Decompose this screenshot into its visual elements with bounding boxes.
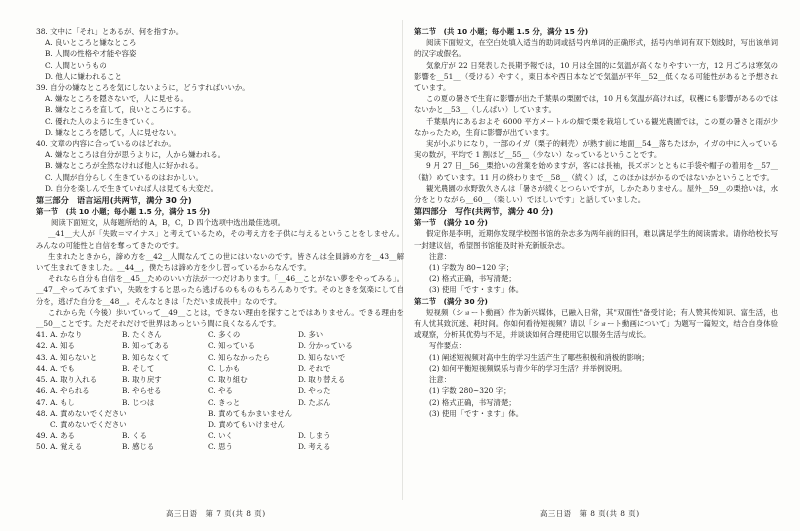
option: C. 知っている (208, 341, 256, 351)
option: D. 知らないで (298, 352, 346, 362)
writing-section2-heading: 第二节 (满分 30 分) (414, 296, 488, 306)
option: C. きっと (208, 397, 241, 407)
section1-instruction: 阅读下面短文，从每题所给的 A，B，C，D 四个选项中选出最佳选项。 (51, 218, 285, 228)
writing-task2-note: (2) 格式正确，书写清楚； (429, 397, 516, 407)
cloze-paragraph-3: それなら自分も自信を__45__ためのいい方法が一つだけあります。「__46__ことがない夢をやってみる」。__47__やってみてまずい，失敗をすると思ったら逃げるのもものもちろんありです。そのときを気楽にして自分を，逃げた自分を__48__。そんなときは「ただいま成長中」なのです。 (36, 274, 404, 306)
option: 47. A. もし (36, 397, 75, 407)
options-q50 (36, 441, 404, 452)
fill-paragraph-4: 実が小ぶりになり，一部のイガ（栗子的刺壳）が熟す前に地面__54__落ちたほか，イガの中に入っている実の数が，平均で 1 割ほど__55__（少ない）なっているということです。 (414, 139, 778, 160)
writing-task1-note-label: 注意： (429, 251, 452, 261)
q39-stem: 39. 自分の嫌なところを気にしないように，どうすればいいか。 (36, 83, 250, 93)
option: 41. A. かなり (36, 330, 83, 340)
option: C. 責めないでください (50, 419, 127, 429)
q38-option-c: C. 人間というもの (45, 60, 107, 70)
left-page-footer: 高三日语 第 7 页(共 8 页) (166, 509, 266, 518)
option: B. やらせる (122, 386, 162, 396)
option: B. たくさん (122, 330, 162, 340)
options-q43 (36, 352, 404, 363)
options-q48-cont (36, 419, 404, 430)
fill-paragraph-3: 千葉県内にあるおよそ 6000 平方メートルの畑で栗を栽培している観光農園では，この夏の暑さと雨が少なかったため，生育に影響が出ています。 (414, 116, 778, 137)
q40-option-d: D. 自分を楽しんで生きていれば人は見ても大変だ。 (45, 183, 218, 193)
q39-option-d: D. 嫌なところを隠して，人に見せない。 (45, 127, 181, 137)
options-q46 (36, 385, 404, 396)
writing-task2-prompt: 短视频（ショート動画）作为新兴媒体，已融入日常，其"双面性"备受讨论；有人赞其传知识、富生活，也有人忧其致沉迷、耗时间。你如何看待短视频？请以「ショート動画について」为题写一篇短文，结合自身体验或观察，分析其优势与不足，并谈谈如何合理使用它以服务生活与成长。 (414, 307, 778, 340)
options-q49 (36, 430, 404, 441)
cloze-paragraph-1: __41__大人が「失敗＝マイナス」と考えているため，その考え方を子供に与えるということをしません。みんなの可能性と自信を奪ってきたのです。 (36, 229, 404, 250)
writing-task2-note: (3) 使用「です・ます」体。 (429, 408, 524, 418)
option: C. 知らなかったら (208, 352, 270, 362)
fill-paragraph-2: この夏の暑さで生育に影響が出た千葉県の栗園では，10 月も気温が高ければ，収穫にも影響があるのではないかと__53__（しんぱい）しています。 (414, 94, 778, 115)
option: C. 多くの (208, 330, 241, 340)
option: 48. A. 責めないでください (36, 408, 127, 418)
writing-task2-point: (2) 如何平衡短视频娱乐与青少年的学习生活？并举例说明。 (429, 363, 627, 373)
option: D. 分かっている (298, 341, 353, 351)
writing-task2-note-label: 注意： (429, 375, 452, 385)
writing-task1-prompt: 假定你是李明，近期你发现学校图书馆的杂志多为两年前的旧刊，难以满足学生的阅读需求。请你给校长写一封建议信，希望图书馆能及时补充新版杂志。 (414, 229, 778, 250)
left-page (36, 26, 404, 453)
option: C. 思う (208, 442, 233, 452)
option: D. 多い (298, 330, 324, 340)
option: 45. A. 取り入れる (36, 375, 98, 385)
right-page (414, 26, 778, 419)
q40-option-a: A. 嫌なところは自分が思うよりに，人から嫌われる。 (45, 150, 226, 160)
option: C. しかも (208, 363, 241, 373)
q40-stem: 40. 文章の内容に合っているのはどれか。 (36, 139, 176, 149)
q40-option-c: C. 人間が自分らしく生きているのはおかしい。 (45, 172, 203, 182)
option: 42. A. 知る (36, 341, 75, 351)
section2-instruction: 阅读下面短文，在空白处填入适当的助词或括号内单词的正确形式，括号内单词有双下划线时，写出该单词的汉字或假名。 (414, 38, 778, 59)
option: C. いく (208, 431, 233, 441)
part4-heading: 第四部分 写作(共两节，满分 40 分) (414, 206, 554, 217)
cloze-paragraph-2: 生まれたときから，諦め方を__42__人間なんてこの世にはいないのです。皆さんは全員諦め方を__43__解いて生まれてきました。__44__，僕たちは諦め方を少し習っているからなんです。 (36, 251, 404, 273)
q38-stem: 38. 文中に「それ」とあるが、何を指すか。 (36, 27, 184, 36)
part3-section1-heading: 第一节 (共 10 小题；每小题 1.5 分，满分 15 分) (36, 207, 211, 217)
options-q44 (36, 363, 404, 374)
option: B. そして (122, 363, 155, 373)
option: B. 知ってある (122, 341, 170, 351)
q38-option-a: A. 良いところと嫌なところ (45, 38, 137, 48)
options-q42 (36, 340, 404, 351)
option: B. 感じる (122, 442, 155, 452)
option: D. 取り替える (298, 375, 346, 385)
option: 49. A. ある (36, 431, 75, 441)
option: 44. A. でも (36, 363, 75, 373)
options-q45 (36, 374, 404, 385)
options-q48 (36, 408, 404, 419)
fill-paragraph-5: 9 月 27 日__56__栗拾いの営業を始めますが，客には長袖，長ズボンとともに手袋や帽子の着用を__57__（勧）めています。11 月の終わりまで__58__（続く）ば，このほかはがかるのではないかということです。 (414, 161, 778, 182)
option: B. 責めてもかまいません (208, 408, 293, 418)
fill-paragraph-6: 観光農園の水野敦久さんは「暑さが続くとつらいですが，しかたありません。屋外__59__の栗拾いは，水分をとりながら__60__（楽しい）でほしいです」と話していました。 (414, 183, 778, 205)
fill-paragraph-1: 気象庁が 22 日発表した長期予報では，10 月は全国的に気温が高くなりやすい一方，12 月ごろは寒気の影響を__51__（受ける）やすく，東日本や西日本などで気温が平年__52__低くなる可能性があると予想されています。 (414, 60, 778, 93)
option: D. たぶん (298, 397, 331, 407)
option: C. 取り組む (208, 375, 248, 385)
q40-option-b: B. 嫌なところが全然なければ他人に好かれる。 (45, 161, 203, 171)
right-page-footer: 高三日语 第 8 页(共 8 页) (540, 509, 640, 518)
option: 43. A. 知らないと (36, 352, 98, 362)
option: 50. A. 覚える (36, 442, 83, 452)
part3-heading: 第三部分 语言运用(共两节，满分 30 分) (36, 195, 192, 206)
writing-task1-note: (1) 字数为 80~120 字； (429, 263, 514, 273)
options-q47 (36, 397, 404, 408)
q39-option-b: B. 嫌なところを直して，良いところにする。 (45, 105, 196, 115)
option: D. やった (298, 386, 331, 396)
option: D. 責めてもいけません (208, 419, 285, 429)
q38-option-d: D. 他人に嫌われること (45, 71, 122, 81)
option: B. 知らなくて (122, 352, 170, 362)
option: D. それで (298, 363, 331, 373)
q39-option-c: C. 優れた人のように生きていく。 (45, 116, 159, 126)
option: C. やる (208, 386, 233, 396)
options-q41 (36, 329, 404, 340)
writing-section1-heading: 第一节 (满分 10 分) (414, 218, 488, 228)
option: 46. A. やられる (36, 386, 90, 396)
option: B. じつは (122, 397, 155, 407)
q38-option-b: B. 人間の性格や才能や容姿 (45, 49, 137, 59)
writing-task2-point: (1) 阐述短视频对高中生的学习生活产生了哪些积极和消极的影响； (429, 352, 649, 362)
option: B. 取り戻す (122, 375, 162, 385)
q39-option-a: A. 嫌なところを隠さないで，人に見せる。 (45, 94, 188, 104)
option: D. しまう (298, 431, 331, 441)
writing-task2-note: (1) 字数 280~320 字； (429, 386, 511, 396)
cloze-paragraph-4: これから先（今後）歩いていって__49__ことは，できない理由を探すことではありません。できる理由を__50__ことです。ただそれだけで世界はあっという間に良くなるんです。 (36, 307, 404, 329)
writing-task2-points-label: 写作要点： (429, 341, 466, 351)
option: D. 考える (298, 442, 331, 452)
section2-heading: 第二节 (共 10 小题；每小题 1.5 分，满分 15 分) (414, 27, 589, 36)
option: B. くる (122, 431, 147, 441)
writing-task1-note: (2) 格式正确，书写清楚； (429, 274, 516, 284)
writing-task1-note: (3) 使用「です・ます」体。 (429, 285, 524, 295)
